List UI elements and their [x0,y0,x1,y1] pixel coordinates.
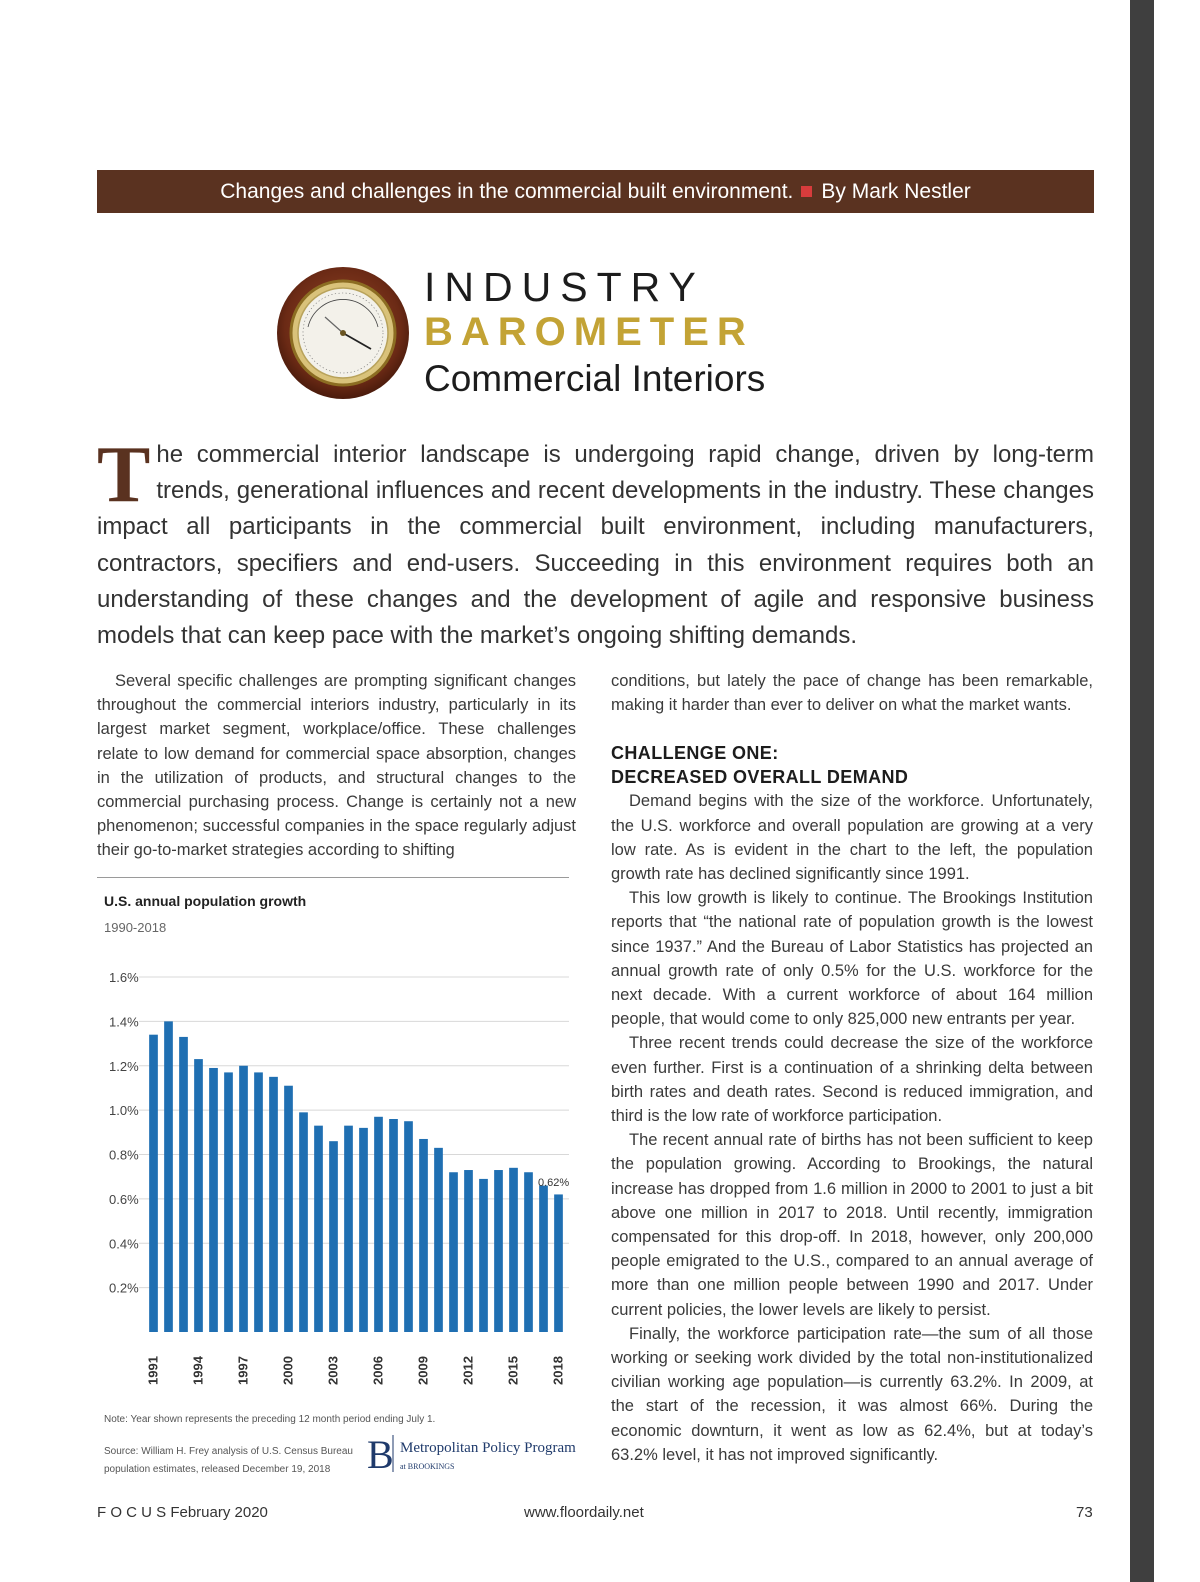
footer-page-number: 73 [1076,1504,1093,1521]
chart-bar [314,1126,323,1332]
chart-bar [194,1059,203,1332]
chart-bar [179,1037,188,1332]
drop-cap: T [97,431,151,519]
body-paragraph: conditions, but lately the pace of change has been remarkable, making it harder than ever to deliver on what the market wants. [611,672,1093,715]
x-tick-label: 1997 [235,1356,251,1385]
chart-bar [554,1194,563,1332]
y-tick-label: 0.2% [109,1280,139,1296]
chart-bar [524,1172,533,1332]
chart-bar [464,1170,473,1332]
x-tick-label: 2000 [280,1356,296,1385]
footer-publication: F O C U S February 2020 [97,1504,268,1521]
title-industry: INDUSTRY [424,264,705,310]
body-paragraph: Demand begins with the size of the workforce. Unfortunately, the U.S. workforce and overall population are growing at a very low rate. As is evident in the chart to the left, the population growth rate has declined significantly since 1991. [611,792,1093,884]
x-tick-label: 2003 [325,1356,341,1385]
chart-top-rule [97,877,569,878]
separator-square-icon [801,186,812,197]
y-tick-label: 1.6% [109,970,139,985]
chart-bars [149,1021,563,1332]
section-heading-line-1: CHALLENGE ONE: [611,743,779,764]
chart-bar [224,1072,233,1332]
chart-bar [374,1117,383,1332]
article-title [424,264,765,402]
title-subheading: Commercial Interiors [424,358,766,399]
chart-bar [269,1077,278,1332]
body-paragraph: The recent annual rate of births has not been sufficient to keep the population growing. According to Brookings, the natural increase has dropped from 1.6 million in 2000 to 2001 to just a bit above one million in 2017 to 2018. Until recently, immigration compensated for this drop-off. In 2018, however, only 200,000 people emigrated to the U.S., compared to an annual average of more than one million people between 1990 and 2017. Under current policies, the lower levels are likely to persist. [611,1131,1093,1319]
intro-paragraph [97,431,1094,654]
section-heading-line-2: DECREASED OVERALL DEMAND [611,767,909,788]
author-byline: By Mark Nestler [821,179,971,203]
chart-subtitle: 1990-2018 [104,920,167,935]
chart-bar [329,1141,338,1332]
brookings-logo-letter: B [367,1432,394,1477]
chart-bar [479,1179,488,1332]
chart-x-axis [146,1355,566,1385]
right-column [611,669,1093,1467]
chart-y-axis [109,970,139,1296]
left-column [97,669,576,863]
chart-bar [449,1172,458,1332]
chart-bar [434,1148,443,1332]
chart-bar [284,1086,293,1332]
y-tick-label: 1.0% [109,1103,139,1119]
byline-banner [97,170,1094,213]
chart-bar [344,1126,353,1332]
x-tick-label: 2012 [460,1356,476,1385]
x-tick-label: 1991 [145,1356,161,1385]
x-tick-label: 2015 [505,1356,521,1385]
chart-bar [254,1072,263,1332]
chart-bar [239,1066,248,1332]
article-tagline: Changes and challenges in the commercial built environment. [220,179,794,203]
y-tick-label: 0.8% [109,1147,139,1163]
chart-bar [539,1186,548,1332]
x-tick-label: 1994 [190,1356,206,1385]
chart-bar [509,1168,518,1332]
chart-bar [359,1128,368,1332]
chart-bar [209,1068,218,1332]
chart-bar [389,1119,398,1332]
chart-gridlines [139,977,569,1288]
chart-annotation: 0.62% [538,1177,570,1189]
chart-bar [419,1139,428,1332]
chart-bar [494,1170,503,1332]
brookings-logo-subtext: at BROOKINGS [400,1462,455,1471]
x-tick-label: 2009 [415,1356,431,1385]
body-paragraph: Finally, the workforce participation rate—the sum of all those working or seeking work divided by the total non-institutionalized civilian working age population—is currently 63.2%. In 2009, at the start of the recession, it was almost 66%. During the economic downturn, it went as low as 62.4%, but at today’s 63.2% level, it has not improved significantly. [611,1324,1093,1464]
chart-bar [299,1112,308,1332]
barometer-icon [275,265,411,401]
x-tick-label: 2006 [370,1356,386,1385]
title-barometer: BAROMETER [424,310,754,354]
x-tick-label: 2018 [550,1356,566,1385]
chart-bar [404,1121,413,1332]
body-paragraph: Several specific challenges are prompting significant changes throughout the commercial interiors industry, particularly in its largest market segment, workplace/office. These challenges relate to low demand for commercial space absorption, changes in the utilization of products, and structural changes to the commercial purchasing process. Change is certainly not a new phenomenon; successful companies in the space regularly adjust their go-to-market strategies according to shifting [97,672,576,860]
chart-bar [164,1021,173,1332]
chart-title: U.S. annual population growth [104,893,307,909]
y-tick-label: 0.6% [109,1191,139,1207]
y-tick-label: 0.4% [109,1236,139,1252]
y-tick-label: 1.4% [109,1014,139,1030]
chart-source-line-2: population estimates, released December 19, 2018 [104,1464,331,1475]
chart-bar [149,1035,158,1332]
intro-text: he commercial interior landscape is undergoing rapid change, driven by long-term trends, generational influences and recent developments in the industry. These changes impact all participants in the commercial built environment, including manufacturers, contractors, specifiers and end-users. Succeeding in this environment requires both an understanding of these changes and the development of agile and responsive business models that can keep pace with the market’s ongoing shifting demands. [97,441,1094,650]
body-paragraph: This low growth is likely to continue. The Brookings Institution reports that “the national rate of population growth is the lowest since 1937.” And the Bureau of Labor Statistics has projected an annual growth rate of only 0.5% for the U.S. workforce for the next decade. With a current workforce of about 164 million people, that would come to only 825,000 new entrants per year. [611,889,1093,1029]
page-edge-bar [1130,0,1154,1582]
chart-note: Note: Year shown represents the preceding 12 month period ending July 1. [104,1414,436,1425]
brookings-logo-text: Metropolitan Policy Program [400,1440,576,1456]
footer-url: www.floordaily.net [524,1504,644,1521]
y-tick-label: 1.2% [109,1058,139,1074]
body-paragraph: Three recent trends could decrease the size of the workforce even further. First is a continuation of a shrinking delta between birth rates and death rates. Second is reduced immigration, and third is the low rate of workforce participation. [611,1034,1093,1126]
chart-source-line-1: Source: William H. Frey analysis of U.S. Census Bureau [104,1446,353,1457]
population-growth-chart [97,880,576,1485]
